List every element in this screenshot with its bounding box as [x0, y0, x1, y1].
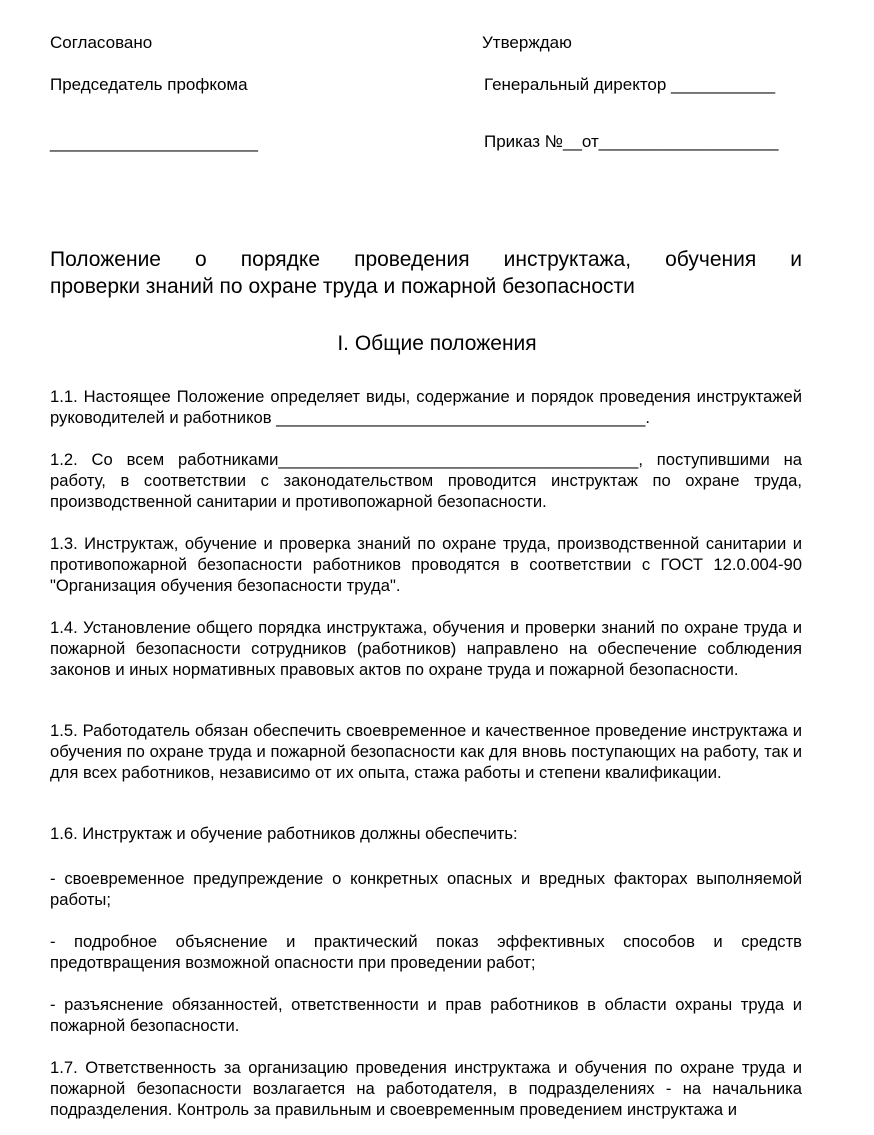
list-item-2: - подробное объяснение и практический показ эффективных способов и средств предотвращения возможной опасности при проведении работ; [50, 932, 802, 972]
paragraph-1-2: 1.2. Со всем работниками_______________________________________, поступившими на работу, в соответствии с законодательством проводится инструктаж по охране труда, производственной санитарии и противопожарной безопасности. [50, 450, 802, 511]
approve-label: Утверждаю [482, 33, 572, 52]
director-label: Генеральный директор ___________ [484, 75, 776, 94]
document-title-line2: проверки знаний по охране труда и пожарной безопасности [50, 275, 635, 298]
paragraph-1-3: 1.3. Инструктаж, обучение и проверка знаний по охране труда, производственной санитарии и противопожарной безопасности работников проводятся в соответствии с ГОСТ 12.0.004-90 "Организация обучения безопасности труда". [50, 534, 802, 595]
union-chair-label: Председатель профкома [50, 75, 248, 94]
paragraph-1-4: 1.4. Установление общего порядка инструктажа, обучения и проверки знаний по охране труда и пожарной безопасности сотрудников (работников) направлено на обеспечение соблюдения законов и иных нормативных правовых актов по охране труда и пожарной безопасности. [50, 618, 802, 679]
paragraph-1-6: 1.6. Инструктаж и обучение работников должны обеспечить: [50, 824, 518, 843]
document-title-line1: Положение о порядке проведения инструктажа, обучения и [50, 248, 802, 271]
paragraph-1-7: 1.7. Ответственность за организацию проведения инструктажа и обучения по охране труда и пожарной безопасности возлагается на работодателя, в подразделениях - на начальника подразделения. Контроль за правильным и своевременным проведением инструктажа и [50, 1058, 802, 1119]
paragraph-1-1: 1.1. Настоящее Положение определяет виды, содержание и порядок проведения инструктажей руководителей и работников ________________________________________. [50, 387, 802, 427]
union-signature-line: ______________________ [50, 133, 259, 152]
document-title [50, 246, 802, 300]
section-title: I. Общие положения [337, 332, 537, 355]
paragraph-1-5: 1.5. Работодатель обязан обеспечить своевременное и качественное проведение инструктажа и обучения по охране труда и пожарной безопасности как для вновь поступающих на работу, так и для всех работников, независимо от их опыта, стажа работы и степени квалификации. [50, 721, 802, 782]
approved-label: Согласовано [50, 33, 153, 52]
order-label: Приказ №__от___________________ [484, 132, 779, 151]
list-item-3: - разъяснение обязанностей, ответственности и прав работников в области охраны труда и пожарной безопасности. [50, 995, 802, 1035]
list-item-1: - своевременное предупреждение о конкретных опасных и вредных факторах выполняемой работы; [50, 869, 802, 909]
